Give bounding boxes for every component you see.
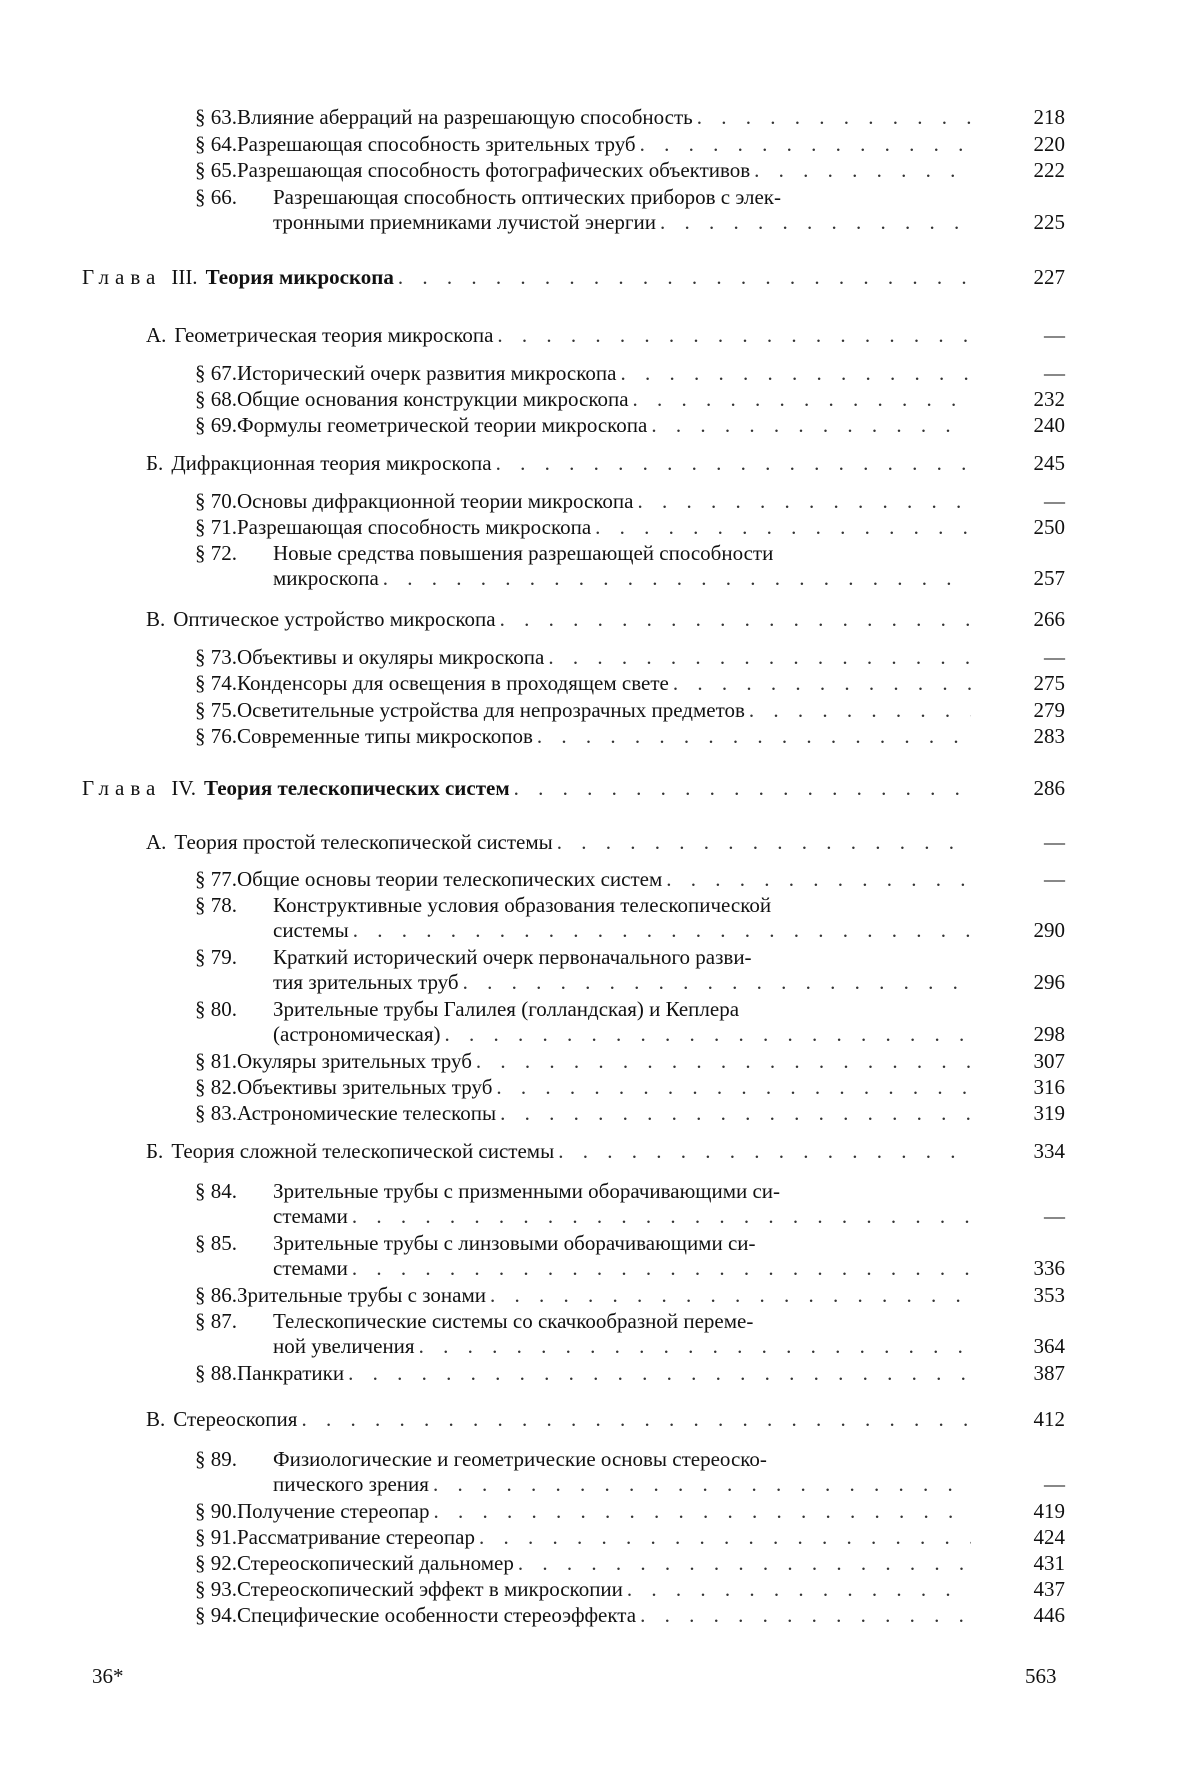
sect-title-continuation: системы <box>273 918 349 942</box>
sect-title: Осветительные устройства для непрозрачных предметов <box>237 698 745 722</box>
part-title: Геометрическая теория микроскопа <box>174 323 494 347</box>
sect-number: § 83. <box>195 1101 237 1125</box>
sect-number: § 81. <box>195 1049 237 1073</box>
page-reference: 257 <box>1033 566 1065 590</box>
sect-number: § 77. <box>195 867 237 891</box>
sect-number: § 85. <box>195 1231 237 1255</box>
sect-number: § 65. <box>195 158 237 182</box>
dot-leader <box>479 1524 971 1550</box>
toc-entry-s70 <box>195 488 1200 516</box>
sect-number: § 89. <box>195 1447 237 1471</box>
sect-title: Новые средства повышения разрешающей способности <box>273 541 774 565</box>
dot-leader <box>595 514 971 540</box>
page-reference: 353 <box>1033 1283 1065 1307</box>
part-number: В. <box>146 607 166 631</box>
toc-entry-s88 <box>195 1360 1200 1388</box>
toc-entry-s94 <box>195 1602 1200 1630</box>
page-reference: — <box>1044 1204 1065 1228</box>
toc-entry-pv2 <box>146 1406 1200 1434</box>
dot-leader <box>754 157 971 183</box>
sect-number: § 84. <box>195 1179 237 1203</box>
dot-leader <box>445 1021 971 1047</box>
sect-number: § 90. <box>195 1499 237 1523</box>
sect-number: § 86. <box>195 1283 237 1307</box>
sect-title: Современные типы микроскопов <box>237 724 533 748</box>
dot-leader <box>352 1255 971 1281</box>
page-reference: 431 <box>1033 1551 1065 1575</box>
dot-leader <box>558 1138 971 1164</box>
page-reference: 286 <box>1033 776 1065 800</box>
sect-title-continuation: (астрономическая) <box>273 1022 441 1046</box>
dot-leader <box>352 1203 971 1229</box>
dot-leader <box>518 1550 971 1576</box>
sect-title: Формулы геометрической теории микроскопа <box>237 413 648 437</box>
dot-leader <box>398 264 971 290</box>
page-reference: — <box>1044 867 1065 891</box>
sect-number: § 67. <box>195 361 237 385</box>
dot-leader <box>500 606 971 632</box>
page-number: 563 <box>1025 1664 1057 1688</box>
dot-leader <box>548 644 971 670</box>
toc-entry-s84 <box>195 1178 1200 1228</box>
toc-entry-ch4 <box>82 775 1200 803</box>
toc-entry-s63 <box>195 104 1200 132</box>
toc-entry-s89 <box>195 1446 1200 1496</box>
dot-leader <box>640 131 971 157</box>
dot-leader <box>476 1048 971 1074</box>
sect-title: Физиологические и геометрические основы стереоско- <box>273 1447 767 1471</box>
page-reference: 334 <box>1033 1139 1065 1163</box>
sect-title: Получение стереопар <box>237 1499 430 1523</box>
chapter-word: Глава <box>82 265 162 289</box>
toc-entry-s74 <box>195 670 1200 698</box>
sect-number: § 71. <box>195 515 237 539</box>
toc-entry-s83 <box>195 1100 1200 1128</box>
toc-entry-s64 <box>195 131 1200 159</box>
page-reference: 446 <box>1033 1603 1065 1627</box>
toc-entry-s65 <box>195 157 1200 185</box>
sect-title: Зрительные трубы Галилея (голландская) и Кеплера <box>273 997 740 1021</box>
toc-entry-s91 <box>195 1524 1200 1552</box>
sect-title: Основы дифракционной теории микроскопа <box>237 489 634 513</box>
part-title: Теория сложной телескопической системы <box>171 1139 555 1163</box>
page-reference: — <box>1044 830 1065 854</box>
sect-number: § 70. <box>195 489 237 513</box>
chapter-title: Теория микроскопа <box>205 265 394 289</box>
sect-title: Общие основы теории телескопических систем <box>237 867 663 891</box>
part-number: Б. <box>146 1139 164 1163</box>
toc-entry-s68 <box>195 386 1200 414</box>
page-reference: 419 <box>1033 1499 1065 1523</box>
sect-title: Панкратики <box>237 1361 345 1385</box>
part-title: Дифракционная теория микроскопа <box>171 451 492 475</box>
chapter-word: Глава <box>82 776 162 800</box>
page-reference: 387 <box>1033 1361 1065 1385</box>
sect-title: Телескопические системы со скачкообразной переме- <box>273 1309 754 1333</box>
dot-leader <box>620 360 971 386</box>
sect-title: Рассматривание стереопар <box>237 1525 475 1549</box>
sect-number: § 92. <box>195 1551 237 1575</box>
part-number: В. <box>146 1407 166 1431</box>
sect-number: § 72. <box>195 541 237 565</box>
sect-title-continuation: ной увеличения <box>273 1334 415 1358</box>
sect-title-continuation: тия зрительных труб <box>273 970 459 994</box>
sect-number: § 80. <box>195 997 237 1021</box>
page-reference: 220 <box>1033 132 1065 156</box>
page-reference: 279 <box>1033 698 1065 722</box>
dot-leader <box>496 450 971 476</box>
sect-title-continuation: тронными приемниками лучистой энергии <box>273 210 656 234</box>
sect-title: Общие основания конструкции микроскопа <box>237 387 629 411</box>
dot-leader <box>638 488 972 514</box>
sect-number: § 91. <box>195 1525 237 1549</box>
dot-leader <box>496 1074 971 1100</box>
sect-number: § 66. <box>195 185 237 209</box>
page-reference: 227 <box>1033 265 1065 289</box>
sect-number: § 88. <box>195 1361 237 1385</box>
dot-leader <box>353 917 971 943</box>
toc-entry-s82 <box>195 1074 1200 1102</box>
sect-number: § 64. <box>195 132 237 156</box>
dot-leader <box>627 1576 971 1602</box>
dot-leader <box>348 1360 971 1386</box>
sect-number: § 94. <box>195 1603 237 1627</box>
sect-title: Стереоскопический эффект в микроскопии <box>237 1577 623 1601</box>
dot-leader <box>640 1602 971 1628</box>
dot-leader <box>697 104 971 130</box>
sect-title: Астрономические телескопы <box>237 1101 497 1125</box>
toc-entry-s75 <box>195 697 1200 725</box>
dot-leader <box>434 1498 972 1524</box>
toc-entry-s80 <box>195 996 1200 1046</box>
sect-number: § 87. <box>195 1309 237 1333</box>
sect-title: Разрешающая способность оптических приборов с элек- <box>273 185 781 209</box>
toc-entry-s86 <box>195 1282 1200 1310</box>
sect-title: Зрительные трубы с зонами <box>237 1283 486 1307</box>
sect-title: Зрительные трубы с призменными оборачивающими си- <box>273 1179 781 1203</box>
dot-leader <box>419 1333 971 1359</box>
dot-leader <box>666 866 971 892</box>
sect-title-continuation: микроскопа <box>273 566 379 590</box>
toc-entry-s69 <box>195 412 1200 440</box>
page-reference: 437 <box>1033 1577 1065 1601</box>
part-title: Теория простой телескопической системы <box>174 830 553 854</box>
part-number: Б. <box>146 451 164 475</box>
sect-number: § 69. <box>195 413 237 437</box>
toc-entry-pb2 <box>146 1138 1200 1166</box>
page-reference: 364 <box>1033 1334 1065 1358</box>
page-reference: 245 <box>1033 451 1065 475</box>
page-reference: 336 <box>1033 1256 1065 1280</box>
page-reference: 266 <box>1033 607 1065 631</box>
sect-title: Зрительные трубы с линзовыми оборачивающими си- <box>273 1231 756 1255</box>
dot-leader <box>497 322 971 348</box>
sect-title-continuation: стемами <box>273 1256 348 1280</box>
page-reference: 232 <box>1033 387 1065 411</box>
sect-title: Объективы зрительных труб <box>237 1075 493 1099</box>
sect-number: § 78. <box>195 893 237 917</box>
toc-entry-pb1 <box>146 450 1200 478</box>
sect-number: § 68. <box>195 387 237 411</box>
sect-title: Конденсоры для освещения в проходящем свете <box>237 671 669 695</box>
toc-entry-s76 <box>195 723 1200 751</box>
toc-entry-pa1 <box>146 322 1200 350</box>
dot-leader <box>514 775 971 801</box>
page-reference: 275 <box>1033 671 1065 695</box>
toc-entry-s73 <box>195 644 1200 672</box>
sect-title: Объективы и окуляры микроскопа <box>237 645 545 669</box>
chapter-number: IV. <box>171 776 197 800</box>
dot-leader <box>500 1100 971 1126</box>
sect-number: § 79. <box>195 945 237 969</box>
dot-leader <box>749 697 971 723</box>
toc-entry-s77 <box>195 866 1200 894</box>
dot-leader <box>383 565 971 591</box>
part-number: А. <box>146 323 167 347</box>
toc-entry-s87 <box>195 1308 1200 1358</box>
page-reference: 307 <box>1033 1049 1065 1073</box>
sect-number: § 82. <box>195 1075 237 1099</box>
sect-title: Разрешающая способность фотографических объективов <box>237 158 751 182</box>
toc-entry-s67 <box>195 360 1200 388</box>
dot-leader <box>557 829 971 855</box>
sect-title: Конструктивные условия образования телескопической <box>273 893 772 917</box>
chapter-number: III. <box>171 265 198 289</box>
page-reference: 316 <box>1033 1075 1065 1099</box>
dot-leader <box>651 412 971 438</box>
dot-leader <box>433 1471 971 1497</box>
sect-title-continuation: стемами <box>273 1204 348 1228</box>
page-reference: — <box>1044 1472 1065 1496</box>
sect-number: § 93. <box>195 1577 237 1601</box>
sect-title: Окуляры зрительных труб <box>237 1049 472 1073</box>
part-title: Оптическое устройство микроскопа <box>173 607 496 631</box>
part-number: А. <box>146 830 167 854</box>
page-reference: — <box>1044 645 1065 669</box>
page-reference: 319 <box>1033 1101 1065 1125</box>
page-reference: 225 <box>1033 210 1065 234</box>
dot-leader <box>660 209 971 235</box>
dot-leader <box>537 723 971 749</box>
page-reference: — <box>1044 361 1065 385</box>
dot-leader <box>463 969 971 995</box>
page-reference: 298 <box>1033 1022 1065 1046</box>
part-title: Стереоскопия <box>173 1407 298 1431</box>
sect-title-continuation: пического зрения <box>273 1472 429 1496</box>
toc-entry-s85 <box>195 1230 1200 1280</box>
page-reference: 296 <box>1033 970 1065 994</box>
page-reference: 250 <box>1033 515 1065 539</box>
page-reference: — <box>1044 489 1065 513</box>
page-reference: 240 <box>1033 413 1065 437</box>
toc-entry-s66 <box>195 184 1200 234</box>
toc-entry-pa2 <box>146 829 1200 857</box>
toc-entry-s78 <box>195 892 1200 942</box>
sect-number: § 75. <box>195 698 237 722</box>
toc-entry-s81 <box>195 1048 1200 1076</box>
page-reference: 424 <box>1033 1525 1065 1549</box>
page-reference: 218 <box>1033 105 1065 129</box>
toc-entry-s71 <box>195 514 1200 542</box>
sect-title: Исторический очерк развития микроскопа <box>237 361 617 385</box>
toc-entry-s92 <box>195 1550 1200 1578</box>
chapter-title: Теория телескопических систем <box>204 776 510 800</box>
sect-number: § 74. <box>195 671 237 695</box>
signature-mark: 36* <box>92 1664 124 1688</box>
dot-leader <box>633 386 971 412</box>
dot-leader <box>673 670 971 696</box>
dot-leader <box>490 1282 971 1308</box>
sect-number: § 63. <box>195 105 237 129</box>
toc-entry-s72 <box>195 540 1200 590</box>
page-reference: 290 <box>1033 918 1065 942</box>
toc-entry-s93 <box>195 1576 1200 1604</box>
toc-entry-ch3 <box>82 264 1200 292</box>
page-reference: 283 <box>1033 724 1065 748</box>
page-reference: — <box>1044 323 1065 347</box>
sect-number: § 73. <box>195 645 237 669</box>
sect-title: Краткий исторический очерк первоначального разви- <box>273 945 752 969</box>
sect-title: Стереоскопический дальномер <box>237 1551 514 1575</box>
sect-title: Влияние аберраций на разрешающую способность <box>237 105 693 129</box>
sect-title: Разрешающая способность зрительных труб <box>237 132 636 156</box>
toc-entry-s90 <box>195 1498 1200 1526</box>
sect-title: Специфические особенности стереоэффекта <box>237 1603 637 1627</box>
toc-entry-s79 <box>195 944 1200 994</box>
dot-leader <box>301 1406 971 1432</box>
sect-title: Разрешающая способность микроскопа <box>237 515 592 539</box>
page-reference: 222 <box>1033 158 1065 182</box>
toc-entry-pv1 <box>146 606 1200 634</box>
page-reference: 412 <box>1033 1407 1065 1431</box>
sect-number: § 76. <box>195 724 237 748</box>
